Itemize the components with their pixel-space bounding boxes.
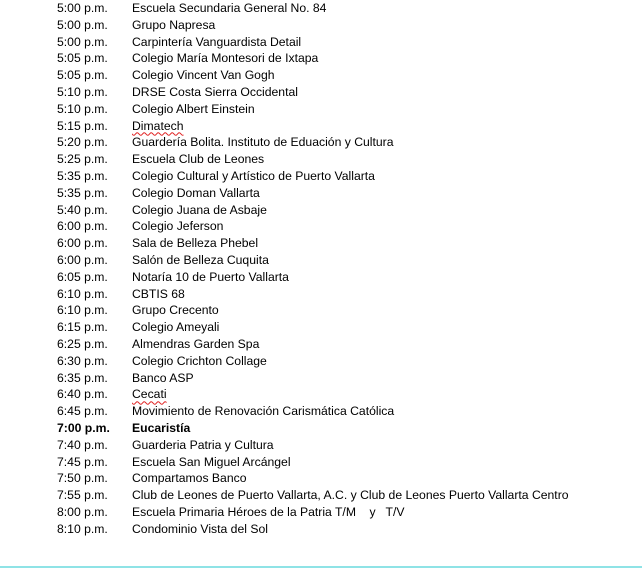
row-time: 6:35 p.m. [57,370,108,385]
row-entry: Carpintería Vanguardista Detail [132,34,302,49]
schedule-row [0,168,642,185]
row-entry: Colegio Cultural y Artístico de Puerto Vallarta [132,168,375,183]
row-time: 6:45 p.m. [57,404,108,419]
schedule-row [0,487,642,504]
schedule-row [0,202,642,219]
row-entry: Club de Leones de Puerto Vallarta, A.C. y Club de Leones Puerto Vallarta Centro [132,488,569,503]
row-entry: Colegio Vincent Van Gogh [132,68,275,83]
row-entry: Escuela Club de Leones [132,152,265,167]
row-time: 5:40 p.m. [57,202,108,217]
row-time: 7:50 p.m. [57,471,108,486]
schedule-row [0,101,642,118]
schedule-row [0,504,642,521]
row-time: 8:10 p.m. [57,521,108,536]
row-entry: Condominio Vista del Sol [132,521,268,536]
row-entry: CBTIS 68 [132,286,185,301]
schedule-row [0,353,642,370]
row-time: 5:20 p.m. [57,135,108,150]
row-entry: Banco ASP [132,370,194,385]
row-entry: Colegio María Montesori de Ixtapa [132,51,319,66]
row-entry: Salón de Belleza Cuquita [132,252,269,267]
row-time: 7:40 p.m. [57,437,108,452]
schedule-row [0,521,642,538]
row-entry: Colegio Ameyali [132,320,220,335]
schedule-row [0,17,642,34]
row-time: 6:00 p.m. [57,252,108,267]
row-time: 5:00 p.m. [57,17,108,32]
schedule-row [0,437,642,454]
row-time: 7:45 p.m. [57,454,108,469]
row-time: 6:10 p.m. [57,303,108,318]
row-entry: Colegio Jeferson [132,219,224,234]
row-entry: Escuela San Miguel Arcángel [132,454,291,469]
schedule-row [0,185,642,202]
row-entry: Guarderia Patria y Cultura [132,437,274,452]
row-time: 5:15 p.m. [57,118,108,133]
schedule-row-highlighted [0,420,642,437]
row-entry: Compartamos Banco [132,471,247,486]
schedule-row [0,319,642,336]
schedule-row [0,470,642,487]
row-time: 5:05 p.m. [57,51,108,66]
row-time: 5:00 p.m. [57,1,108,15]
row-entry: Grupo Napresa [132,17,216,32]
row-time: 5:35 p.m. [57,185,108,200]
row-entry: Movimiento de Renovación Carismática Católica [132,404,395,419]
row-entry: Colegio Albert Einstein [132,101,255,116]
schedule-row [0,218,642,235]
row-entry: Almendras Garden Spa [132,336,260,351]
schedule-row [0,336,642,353]
schedule-row [0,386,642,403]
row-entry: Notaría 10 de Puerto Vallarta [132,269,289,284]
row-time: 6:00 p.m. [57,219,108,234]
row-time: 5:35 p.m. [57,168,108,183]
schedule-row [0,370,642,387]
schedule-row [0,50,642,67]
row-entry: Escuela Secundaria General No. 84 [132,1,327,15]
row-time: 5:00 p.m. [57,34,108,49]
row-time: 7:55 p.m. [57,488,108,503]
schedule-row [0,252,642,269]
row-time: 5:10 p.m. [57,84,108,99]
row-time: 7:00 p.m. [57,420,110,435]
schedule-row [0,151,642,168]
row-entry: DRSE Costa Sierra Occidental [132,84,298,99]
row-entry: Dimatech [132,118,184,133]
row-time: 5:25 p.m. [57,152,108,167]
schedule-row [0,0,642,17]
schedule-row [0,454,642,471]
row-entry: Colegio Crichton Collage [132,353,267,368]
schedule-row [0,67,642,84]
row-entry: Eucaristía [132,420,191,435]
row-time: 6:10 p.m. [57,286,108,301]
row-time: 6:05 p.m. [57,269,108,284]
row-time: 6:40 p.m. [57,387,108,402]
row-time: 5:05 p.m. [57,68,108,83]
schedule-row [0,286,642,303]
row-time: 6:25 p.m. [57,336,108,351]
row-entry: Sala de Belleza Phebel [132,236,259,251]
schedule-row [0,84,642,101]
row-time: 8:00 p.m. [57,504,108,519]
schedule-row [0,134,642,151]
schedule-row [0,235,642,252]
row-time: 5:10 p.m. [57,101,108,116]
schedule-row [0,34,642,51]
row-entry: Colegio Doman Vallarta [132,185,260,200]
schedule-row [0,403,642,420]
row-entry: Grupo Crecento [132,303,219,318]
row-entry: Escuela Primaria Héroes de la Patria T/M y T/V [132,504,405,519]
schedule-row [0,269,642,286]
row-time: 6:15 p.m. [57,320,108,335]
row-entry: Colegio Juana de Asbaje [132,202,267,217]
schedule-row [0,302,642,319]
row-entry: Guardería Bolita. Instituto de Eduación y Cultura [132,135,394,150]
page-boundary-line [0,566,642,568]
row-time: 6:00 p.m. [57,236,108,251]
row-entry: Cecati [132,387,167,402]
row-time: 6:30 p.m. [57,353,108,368]
schedule-row [0,118,642,135]
